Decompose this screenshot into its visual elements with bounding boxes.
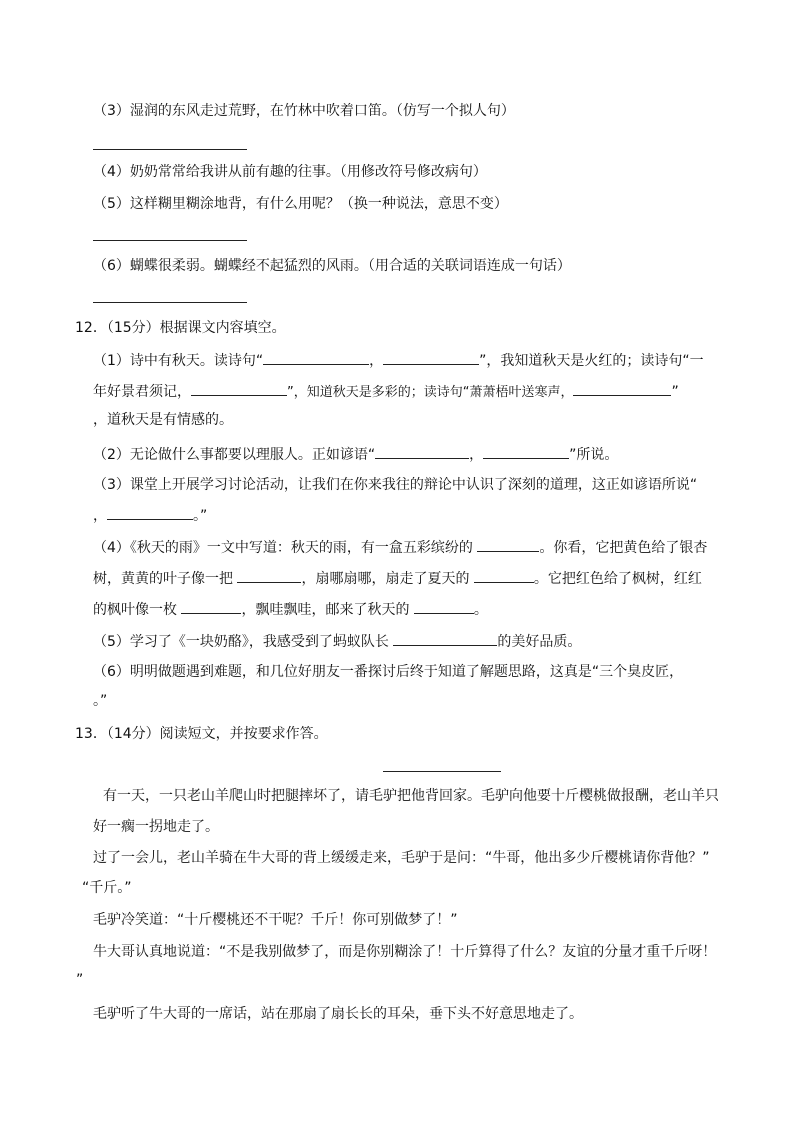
q12-2-blank-2[interactable]: [483, 444, 569, 459]
q12-5-text-b: 的美好品质。: [497, 634, 582, 650]
q12-item-3-line-1: （3）课堂上开展学习讨论活动，让我们在你来我往的辩论中认识了深刻的道理，这正如谚语所说“: [93, 477, 698, 493]
q11-item-3: （3）湿润的东风走过荒野，在竹林中吹着口笛。（仿写一个拟人句）: [93, 103, 515, 119]
q12-item-4-line-1: [93, 537, 707, 558]
q12-3-text-b: ，: [93, 508, 107, 524]
q12-2-blank-1[interactable]: [375, 444, 469, 459]
q12-1-text-b: ，: [369, 353, 384, 369]
q12-item-3-line-2: [93, 505, 207, 526]
q12-5-text-a: （5）学习了《一块奶酪》，我感受到了蚂蚁队长: [93, 634, 394, 650]
answer-line-q11-6[interactable]: [93, 302, 247, 303]
passage-para-5: 毛驴听了牛大哥的一席话，站在那扇了扇长长的耳朵，垂下头不好意思地走了。: [93, 1006, 583, 1022]
q12-item-1-line-3: ，道秋天是有情感的。: [93, 412, 233, 428]
passage-para-1-line-2: 好一瘸一拐地走了。: [93, 819, 219, 835]
passage-para-2-line-1: 过了一会儿，老山羊骑在牛大哥的背上缓缓走来，毛驴于是问：“牛哥，他出多少斤樱桃请你背他？”: [93, 850, 710, 866]
passage-para-4-line-2: ”: [76, 972, 84, 988]
q12-3-blank-1[interactable]: [107, 505, 193, 520]
q12-4-blank-3[interactable]: [474, 568, 534, 583]
q12-1-blank-4[interactable]: [573, 381, 671, 396]
q13-title: 13．（14分）阅读短文，并按要求作答。: [75, 726, 328, 742]
q12-4-text-f: 的枫叶像一枚: [93, 602, 182, 618]
q12-item-6-line-2: 。”: [93, 693, 108, 709]
q12-1-blank-3[interactable]: [191, 381, 287, 396]
q12-item-5: [93, 631, 581, 652]
q12-1-text-e: ”，知道秋天是多彩的；读诗句“萧萧梧叶送寒声，: [287, 385, 574, 400]
passage-para-3: 毛驴冷笑道：“十斤樱桃还不干呢？千斤！你可别做梦了！”: [93, 912, 458, 928]
q12-item-4-line-2: [93, 568, 702, 589]
q11-item-5: （5）这样糊里糊涂地背，有什么用呢？（换一种说法，意思不变）: [93, 196, 508, 212]
answer-line-q11-5[interactable]: [93, 240, 247, 241]
q12-4-text-d: ，扇哪扇哪，扇走了夏天的: [301, 571, 474, 587]
q12-title: 12．（15分）根据课文内容填空。: [75, 320, 286, 336]
q11-item-4: （4）奶奶常常给我讲从前有趣的往事。（用修改符号修改病句）: [93, 164, 487, 180]
q11-item-6: （6）蝴蝶很柔弱。蝴蝶经不起猛烈的风雨。（用合适的关联词语连成一句话）: [93, 258, 571, 274]
q12-4-blank-2[interactable]: [237, 568, 301, 583]
passage-para-4-line-1: 牛大哥认真地说道：“不是我别做梦了，而是你别糊涂了！十斤算得了什么？友谊的分量才重千斤呀！: [93, 944, 717, 960]
q12-item-2: [93, 444, 618, 465]
q12-item-1-line-1: [93, 350, 704, 371]
q12-4-text-b: 。你看，它把黄色给了银杏: [539, 540, 708, 556]
q12-1-text-c: ”，我知道秋天是火红的；读诗句“一: [479, 353, 704, 369]
q12-1-text-a: （1）诗中有秋天。读诗句“: [93, 353, 264, 369]
q12-2-text-c: ”所说。: [569, 447, 619, 463]
passage-para-2-line-2: “千斤。”: [82, 880, 132, 896]
passage-title-blank[interactable]: [383, 771, 501, 772]
q12-4-blank-1[interactable]: [477, 537, 539, 552]
q12-4-text-g: ，飘哇飘哇，邮来了秋天的: [241, 602, 414, 618]
q12-item-4-line-3: [93, 599, 488, 620]
q12-item-1-line-2: [93, 381, 679, 403]
q12-4-blank-4[interactable]: [181, 599, 241, 614]
q12-1-blank-1[interactable]: [263, 350, 369, 365]
q12-2-text-a: （2）无论做什么事都要以理服人。正如谚语“: [93, 447, 376, 463]
q12-4-text-a: （4）《秋天的雨》一文中写道：秋天的雨，有一盒五彩缤纷的: [93, 540, 478, 556]
q12-4-blank-5[interactable]: [414, 599, 474, 614]
q12-1-text-d: 年好景君须记，: [93, 384, 191, 400]
answer-line-q11-3[interactable]: [93, 149, 247, 150]
q12-4-text-e: 。它把红色给了枫树，红红: [533, 571, 702, 587]
q12-2-text-b: ，: [469, 447, 484, 463]
q12-3-text-c: 。”: [193, 508, 208, 524]
q12-1-blank-2[interactable]: [383, 350, 479, 365]
q12-1-text-f: ”: [671, 384, 679, 400]
q12-4-text-h: 。: [473, 602, 488, 618]
passage-para-1-line-1: 有一天，一只老山羊爬山时把腿摔坏了，请毛驴把他背回家。毛驴向他要十斤樱桃做报酬，老山羊只: [103, 788, 719, 804]
q12-4-text-c: 树，黄黄的叶子像一把: [93, 571, 238, 587]
q12-item-6-line-1: （6）明明做题遇到难题，和几位好朋友一番探讨后终于知道了解题思路，这真是“三个臭皮匠，: [93, 664, 684, 680]
q12-5-blank-1[interactable]: [393, 631, 497, 646]
